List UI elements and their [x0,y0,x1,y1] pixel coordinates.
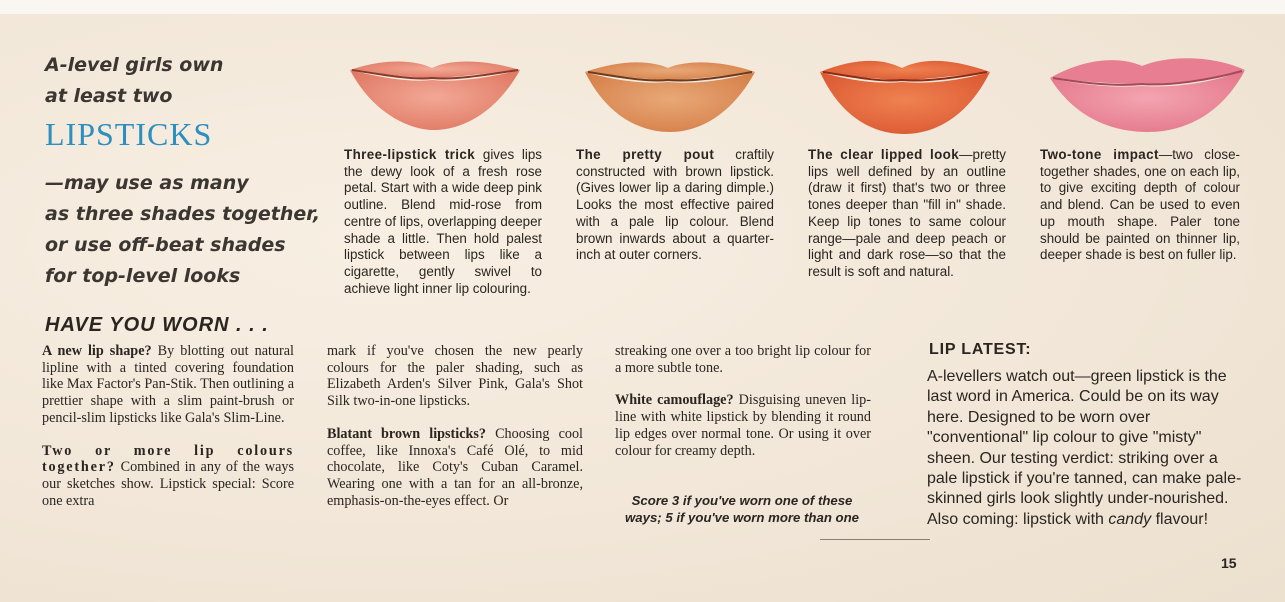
quiz-paragraph: mark if you've chosen the new pearly colours for the paler shading, such as Elizabeth Arden's Silver Pink, Gala's Shot Silk two-in-one lipsticks. [327,343,583,410]
quiz-question: Blatant brown lipsticks? [327,425,487,442]
quiz-paragraph [42,443,294,510]
quiz-paragraph: streaking one over a too bright lip colour for a more subtle tone. [615,343,871,376]
lips-three-lipstick-trick [350,62,520,131]
lip-latest-text: A-levellers watch out—green lipstick is the last word in America. Could be on its way here. Designed to be worn over "conventional" lip colour to give "misty" sheen. Our testing verdict: striking over a pale lipstick if you're tanned, can make pale-skinned girls look slightly under-nourished. Also coming: lipstick with [927,368,1242,528]
quiz-answer: Disguising uneven lip-line with white lipstick by blending it round lip edges over normal tone. Or using it over colour for creamy depth. [615,392,872,459]
intro-line-1: A-level girls own [45,54,224,76]
quiz-answer: Combined in any of the ways our sketches show. Lipstick special: Score one extra [42,459,294,509]
quiz-paragraph [42,343,294,427]
headline-lipsticks: LIPSTICKS [45,116,213,152]
lip-latest-heading: LIP LATEST: [929,341,1032,358]
quiz-column-3 [615,343,871,459]
lip-latest-body [927,367,1243,530]
lips-pretty-pout [585,62,755,132]
score-instructions: Score 3 if you've worn one of these ways; 5 if you've worn more than one [625,493,859,525]
page-number: 15 [1221,555,1237,571]
caption-pretty-pout [576,147,774,264]
quiz-question: Two or more lip colours together? [42,442,294,476]
caption-title: Two-tone impact [1040,147,1159,162]
caption-title: The pretty pout [576,147,715,162]
quiz-question: White camouflage? [615,392,734,409]
intro-text [45,50,325,112]
caption-body: craftily constructed with brown lipstick. (Gives lower lip a daring dimple.) Looks the most effective paired with a pale lip colour. Blend brown inwards about a quarter-inch at outer corners. [576,147,774,263]
intro-line-5: or use off-beat shades [45,234,286,256]
quiz-question: A new lip shape? [42,343,152,359]
lips-clear-lipped-look [820,61,990,134]
lips-two-tone-impact [1050,58,1245,132]
quiz-paragraph [615,392,871,459]
quiz-column-1 [42,343,294,509]
intro-line-4: as three shades together, [45,203,321,225]
section-heading-have-you-worn: HAVE YOU WORN . . . [45,314,269,336]
intro-line-6: for top-level looks [45,265,241,287]
caption-clear-lipped-look [808,147,1006,281]
intro-line-3: —may use as many [45,172,249,194]
caption-body: —pretty lips well defined by an outline (draw it first) that's two or three tones deeper than "fill in" shade. Keep lip tones to same colour range—pale and deep peach or light and dark rose—so that the result is soft and natural. [808,147,1006,279]
caption-title: The clear lipped look [808,147,960,162]
quiz-answer: Choosing cool coffee, like Innoxa's Café Olé, to mid chocolate, like Coty's Cuban Caramel. Wearing one with a tan for an all-bronze, emphasis-on-the-eyes effect. Or [327,425,583,509]
lip-illustrations [330,40,1260,140]
quiz-answer: By blotting out natural lipline with a tinted covering foundation like Max Factor's Pan-Stik. Then outlining a prettier shape with a slim paint-brush or pencil-slim lipsticks like Gala's Slim-Line. [42,343,294,426]
intro-line-2: at least two [45,85,173,107]
lip-latest-italic: candy [1108,510,1152,528]
caption-two-tone-impact [1040,147,1240,264]
page-top-edge [0,0,1285,14]
caption-three-lipstick-trick [344,147,542,297]
caption-body: gives lips the dewy look of a fresh rose petal. Start with a wide deep pink outline. Blend mid-rose from centre of lips, overlapping deeper shade a little. Then hold palest lipstick between lips like a cigarette, gently swivel to achieve light inner lip colouring. [344,147,543,296]
intro-subtext [45,168,335,292]
divider-rule [820,539,930,540]
caption-body: —two close-together shades, one on each lip, to give exciting depth of colour and blend. Can be used to even up mouth shape. Paler tone should be painted on thinner lip, deeper shade is best on fuller lip. [1040,147,1240,263]
quiz-paragraph [327,426,583,510]
quiz-column-2 [327,343,583,509]
lip-latest-text-end: flavour! [1155,510,1209,528]
caption-title: Three-lipstick trick [344,147,476,162]
